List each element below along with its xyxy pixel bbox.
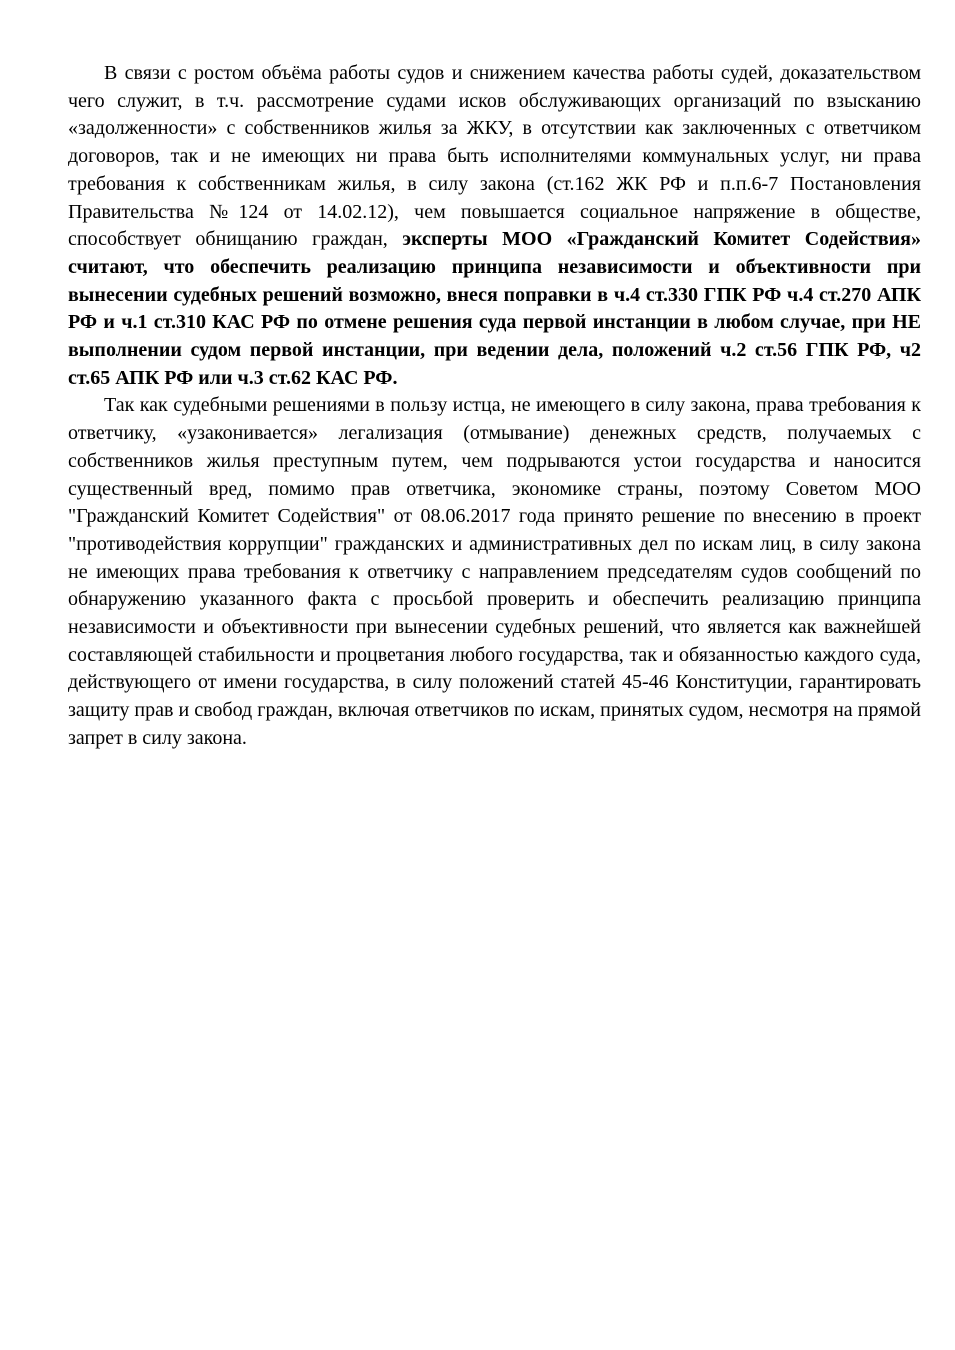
paragraph-1-bold-text: эксперты МОО «Гражданский Комитет Содействия» считают, что обеспечить реализацию принципа независимости и объективности при вынесении судебных решений возможно, внеся поправки в ч.4 ст.330 ГПК РФ ч.4 ст.270 АПК РФ и ч.1 ст.310 КАС РФ по отмене решения суда первой инстанции в любом случае, при НЕ выполнении судом первой инстанции, при ведении дела, положений ч.2 ст.56 ГПК РФ, ч2 ст.65 АПК РФ или ч.3 ст.62 КАС РФ. — [68, 228, 921, 389]
document-body — [68, 60, 921, 753]
paragraph-1 — [68, 60, 921, 392]
paragraph-2 — [68, 392, 921, 752]
paragraph-2-text: Так как судебными решениями в пользу истца, не имеющего в силу закона, права требования к ответчику, «узаконивается» легализация (отмывание) денежных средств, получаемых с собственников жилья преступным путем, чем подрываются устои государства и наносится существенный вред, помимо прав ответчика, экономике страны, поэтому Советом МОО "Гражданский Комитет Содействия" от 08.06.2017 года принято решение по внесению в проект "противодействия коррупции" гражданских и административных дел по искам лиц, в силу закона не имеющих права требования к ответчику с направлением председателям судов сообщений по обнаружению указанного факта с просьбой проверить и обеспечить реализацию принципа независимости и объективности при вынесении судебных решений, что является как важнейшей составляющей стабильности и процветания любого государства, так и обязанностью каждого суда, действующего от имени государства, в силу положений статей 45-46 Конституции, гарантировать защиту прав и свобод граждан, включая ответчиков по искам, принятых судом, несмотря на прямой запрет в силу закона. — [68, 394, 921, 749]
paragraph-1-text: В связи с ростом объёма работы судов и снижением качества работы судей, доказательством чего служит, в т.ч. рассмотрение судами исков обслуживающих организаций по взысканию «задолженности» с собственников жилья за ЖКУ, в отсутствии как заключенных с ответчиком договоров, так и не имеющих ни права быть исполнителями коммунальных услуг, ни права требования к собственникам жилья, в силу закона (ст.162 ЖК РФ и п.п.6-7 Постановления Правительства №124 от 14.02.12), чем повышается социальное напряжение в обществе, способствует обнищанию граждан, — [68, 62, 921, 251]
